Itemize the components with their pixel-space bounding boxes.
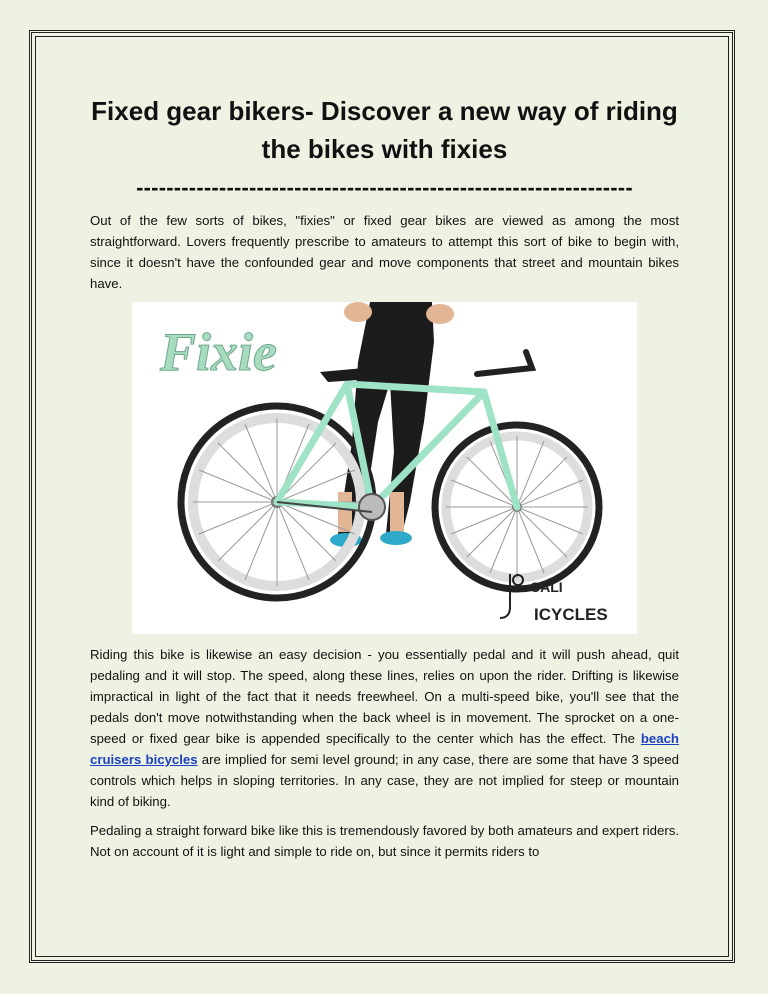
bike-seat	[320, 368, 364, 382]
beach-cruisers-link[interactable]: beach cruisers bicycles	[90, 731, 679, 767]
page-title	[90, 92, 679, 168]
rider-hand-right	[426, 304, 454, 324]
chainring	[359, 494, 385, 520]
title-divider: ------------------------------------------------------------------	[136, 175, 633, 200]
bike-illustration	[132, 302, 637, 634]
title-line-1: Fixed gear bikers- Discover a new way of riding	[91, 96, 678, 126]
document-content	[90, 92, 679, 870]
fixie-bike-image	[132, 302, 637, 634]
title-line-2: the bikes with fixies	[261, 134, 508, 164]
rider-hand-left	[344, 302, 372, 322]
paragraph-2	[90, 644, 679, 812]
rider-calf-left	[338, 492, 352, 532]
paragraph-1: Out of the few sorts of bikes, "fixies" or fixed gear bikes are viewed as among the most straightforward. Lovers frequently prescribe to amateurs to attempt this sort of bike to begin with, since it doesn't have the confounded gear and move components that street and mountain bikes have.	[90, 213, 679, 291]
fixie-word: Fixie	[160, 322, 277, 382]
logo-text-top: CALI	[530, 579, 563, 595]
paragraph-2-text-end: are implied for semi level ground; in any case, there are some that have 3 speed controls which helps in sloping territories. In any case, they are not implied for steep or mountain kind of biking.	[90, 752, 679, 809]
paragraph-2-text-start: Riding this bike is likewise an easy decision - you essentially pedal and it will push ahead, quit pedaling and it will stop. The speed, along these lines, relies on upon the rider. Drifting is likewise impractical in light of the fact that it needs freewheel. On a multi-speed bike, you'll see that the pedals don't move notwithstanding when the back wheel is in movement. The sprocket on a one-speed or fixed gear bike is appended specifically to the center which has the effect. The	[90, 647, 679, 746]
paragraph-3: Pedaling a straight forward bike like this is tremendously favored by both amateurs and expert riders. Not on account of it is light and simple to ride on, but since it permits riders to	[90, 823, 679, 859]
rider-shoe-right	[380, 531, 412, 545]
handlebar	[477, 352, 532, 374]
logo-text-bottom: ICYCLES	[534, 605, 608, 624]
rider-calf-right	[390, 492, 404, 532]
